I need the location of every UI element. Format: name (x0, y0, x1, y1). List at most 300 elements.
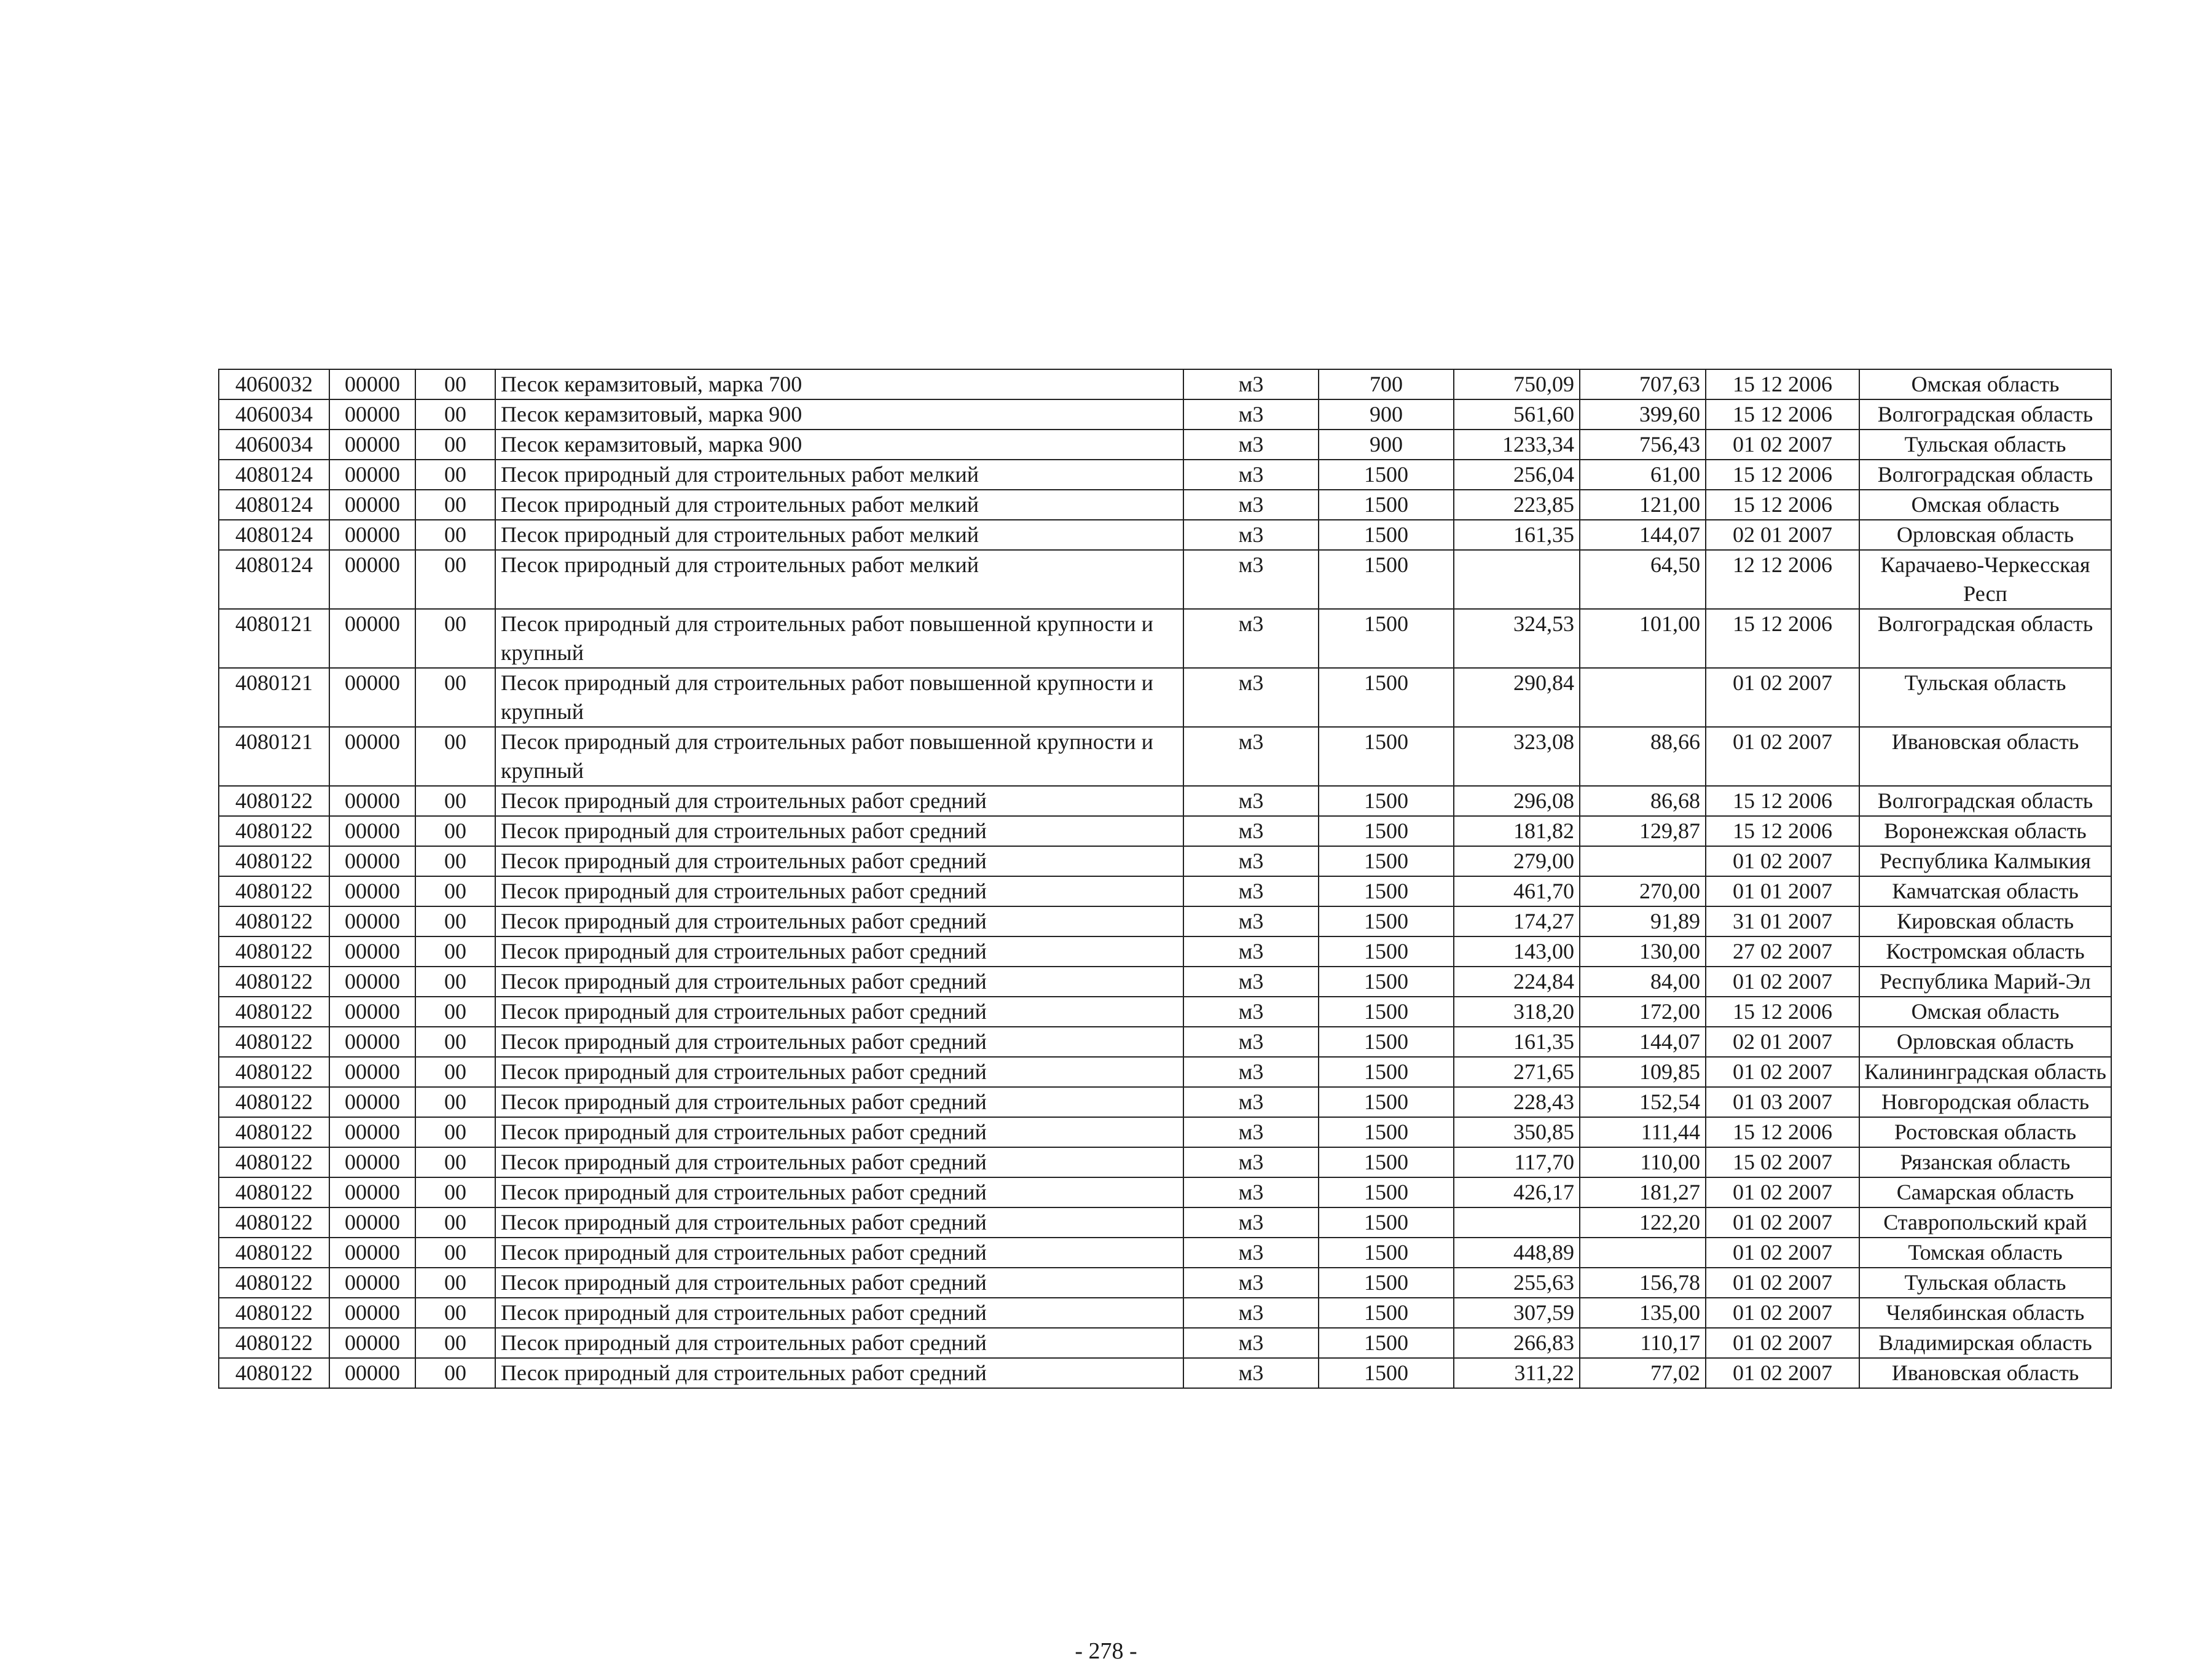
price-cell: 122,20 (1580, 1207, 1706, 1238)
date-cell: 01 02 2007 (1706, 1207, 1859, 1238)
unit-cell: м3 (1183, 1057, 1319, 1087)
region-cell: Тульская область (1859, 668, 2111, 727)
subcode-cell: 00000 (329, 816, 415, 846)
subcode-cell: 00000 (329, 609, 415, 668)
price-with-transport-cell: 161,35 (1454, 520, 1580, 550)
date-cell: 15 12 2006 (1706, 490, 1859, 520)
price-cell: 88,66 (1580, 727, 1706, 786)
material-name-cell: Песок природный для строительных работ мелкий (495, 520, 1183, 550)
table-row (219, 786, 2111, 816)
date-cell: 31 01 2007 (1706, 906, 1859, 936)
table-row (219, 846, 2111, 876)
subcode-cell: 00000 (329, 906, 415, 936)
table-row (219, 816, 2111, 846)
material-name-cell: Песок природный для строительных работ средний (495, 1117, 1183, 1147)
region-cell: Республика Калмыкия (1859, 846, 2111, 876)
region-cell: Омская область (1859, 369, 2111, 399)
density-cell: 1500 (1319, 1358, 1454, 1388)
table-row (219, 727, 2111, 786)
variant-cell: 00 (415, 399, 495, 430)
region-cell: Ивановская область (1859, 1358, 2111, 1388)
price-with-transport-cell: 117,70 (1454, 1147, 1580, 1177)
table-row (219, 1177, 2111, 1207)
price-with-transport-cell: 318,20 (1454, 997, 1580, 1027)
table-row (219, 490, 2111, 520)
variant-cell: 00 (415, 668, 495, 727)
region-cell: Омская область (1859, 490, 2111, 520)
variant-cell: 00 (415, 906, 495, 936)
variant-cell: 00 (415, 786, 495, 816)
code-cell: 4080122 (219, 1328, 329, 1358)
table-row (219, 369, 2111, 399)
subcode-cell: 00000 (329, 1238, 415, 1268)
region-cell: Орловская область (1859, 520, 2111, 550)
region-cell: Тульская область (1859, 1268, 2111, 1298)
density-cell: 1500 (1319, 668, 1454, 727)
material-name-cell: Песок природный для строительных работ средний (495, 1147, 1183, 1177)
region-cell: Челябинская область (1859, 1298, 2111, 1328)
price-with-transport-cell: 271,65 (1454, 1057, 1580, 1087)
date-cell: 15 12 2006 (1706, 609, 1859, 668)
price-cell: 270,00 (1580, 876, 1706, 906)
date-cell: 15 12 2006 (1706, 1117, 1859, 1147)
unit-cell: м3 (1183, 369, 1319, 399)
code-cell: 4080122 (219, 1238, 329, 1268)
subcode-cell: 00000 (329, 1027, 415, 1057)
table-row (219, 1238, 2111, 1268)
price-with-transport-cell (1454, 550, 1580, 609)
table-row (219, 1027, 2111, 1057)
region-cell: Волгоградская область (1859, 460, 2111, 490)
table-row (219, 1328, 2111, 1358)
region-cell: Волгоградская область (1859, 609, 2111, 668)
table-row (219, 1117, 2111, 1147)
price-cell: 121,00 (1580, 490, 1706, 520)
price-cell: 756,43 (1580, 430, 1706, 460)
price-with-transport-cell: 350,85 (1454, 1117, 1580, 1147)
region-cell: Рязанская область (1859, 1147, 2111, 1177)
density-cell: 1500 (1319, 1238, 1454, 1268)
price-with-transport-cell: 1233,34 (1454, 430, 1580, 460)
price-cell: 61,00 (1580, 460, 1706, 490)
unit-cell: м3 (1183, 1328, 1319, 1358)
material-name-cell: Песок природный для строительных работ мелкий (495, 550, 1183, 609)
unit-cell: м3 (1183, 668, 1319, 727)
subcode-cell: 00000 (329, 550, 415, 609)
price-with-transport-cell: 290,84 (1454, 668, 1580, 727)
unit-cell: м3 (1183, 967, 1319, 997)
material-name-cell: Песок керамзитовый, марка 900 (495, 430, 1183, 460)
density-cell: 1500 (1319, 816, 1454, 846)
material-name-cell: Песок природный для строительных работ средний (495, 1057, 1183, 1087)
date-cell: 12 12 2006 (1706, 550, 1859, 609)
region-cell: Омская область (1859, 997, 2111, 1027)
region-cell: Ставропольский край (1859, 1207, 2111, 1238)
material-name-cell: Песок природный для строительных работ средний (495, 1238, 1183, 1268)
code-cell: 4080122 (219, 1027, 329, 1057)
density-cell: 1500 (1319, 520, 1454, 550)
price-with-transport-cell: 279,00 (1454, 846, 1580, 876)
price-cell: 399,60 (1580, 399, 1706, 430)
code-cell: 4080124 (219, 460, 329, 490)
code-cell: 4060034 (219, 430, 329, 460)
code-cell: 4080121 (219, 727, 329, 786)
region-cell: Волгоградская область (1859, 399, 2111, 430)
code-cell: 4080122 (219, 1117, 329, 1147)
price-with-transport-cell: 181,82 (1454, 816, 1580, 846)
region-cell: Ростовская область (1859, 1117, 2111, 1147)
density-cell: 1500 (1319, 1268, 1454, 1298)
unit-cell: м3 (1183, 1268, 1319, 1298)
density-cell: 1500 (1319, 967, 1454, 997)
table-row (219, 997, 2111, 1027)
code-cell: 4080124 (219, 490, 329, 520)
price-with-transport-cell: 228,43 (1454, 1087, 1580, 1117)
variant-cell: 00 (415, 1057, 495, 1087)
price-cell: 110,00 (1580, 1147, 1706, 1177)
variant-cell: 00 (415, 460, 495, 490)
code-cell: 4080124 (219, 550, 329, 609)
code-cell: 4080122 (219, 967, 329, 997)
price-cell: 156,78 (1580, 1268, 1706, 1298)
variant-cell: 00 (415, 1328, 495, 1358)
region-cell: Волгоградская область (1859, 786, 2111, 816)
price-cell: 135,00 (1580, 1298, 1706, 1328)
variant-cell: 00 (415, 1358, 495, 1388)
date-cell: 15 12 2006 (1706, 816, 1859, 846)
price-cell: 77,02 (1580, 1358, 1706, 1388)
region-cell: Тульская область (1859, 430, 2111, 460)
price-table (218, 369, 2112, 1389)
table-row (219, 430, 2111, 460)
unit-cell: м3 (1183, 786, 1319, 816)
price-with-transport-cell: 307,59 (1454, 1298, 1580, 1328)
price-with-transport-cell: 223,85 (1454, 490, 1580, 520)
density-cell: 1500 (1319, 997, 1454, 1027)
table-row (219, 1358, 2111, 1388)
price-with-transport-cell: 324,53 (1454, 609, 1580, 668)
table-row (219, 460, 2111, 490)
density-cell: 700 (1319, 369, 1454, 399)
material-name-cell: Песок природный для строительных работ средний (495, 1177, 1183, 1207)
price-with-transport-cell: 161,35 (1454, 1027, 1580, 1057)
price-with-transport-cell: 561,60 (1454, 399, 1580, 430)
density-cell: 1500 (1319, 906, 1454, 936)
subcode-cell: 00000 (329, 520, 415, 550)
price-cell (1580, 1238, 1706, 1268)
density-cell: 1500 (1319, 1177, 1454, 1207)
variant-cell: 00 (415, 430, 495, 460)
date-cell: 01 02 2007 (1706, 967, 1859, 997)
region-cell: Новгородская область (1859, 1087, 2111, 1117)
table-row (219, 399, 2111, 430)
price-cell: 91,89 (1580, 906, 1706, 936)
date-cell: 01 02 2007 (1706, 1358, 1859, 1388)
unit-cell: м3 (1183, 1147, 1319, 1177)
density-cell: 1500 (1319, 876, 1454, 906)
price-with-transport-cell: 266,83 (1454, 1328, 1580, 1358)
code-cell: 4080122 (219, 1057, 329, 1087)
table-row (219, 609, 2111, 668)
date-cell: 15 02 2007 (1706, 1147, 1859, 1177)
table-row (219, 1057, 2111, 1087)
variant-cell: 00 (415, 1207, 495, 1238)
material-name-cell: Песок природный для строительных работ средний (495, 846, 1183, 876)
material-name-cell: Песок природный для строительных работ средний (495, 876, 1183, 906)
date-cell: 01 02 2007 (1706, 1268, 1859, 1298)
density-cell: 1500 (1319, 1027, 1454, 1057)
price-with-transport-cell: 296,08 (1454, 786, 1580, 816)
region-cell: Костромская область (1859, 936, 2111, 967)
material-name-cell: Песок природный для строительных работ средний (495, 936, 1183, 967)
variant-cell: 00 (415, 936, 495, 967)
date-cell: 01 02 2007 (1706, 1238, 1859, 1268)
price-with-transport-cell: 255,63 (1454, 1268, 1580, 1298)
subcode-cell: 00000 (329, 430, 415, 460)
date-cell: 01 02 2007 (1706, 1298, 1859, 1328)
price-cell: 172,00 (1580, 997, 1706, 1027)
unit-cell: м3 (1183, 1207, 1319, 1238)
code-cell: 4080122 (219, 1298, 329, 1328)
unit-cell: м3 (1183, 609, 1319, 668)
subcode-cell: 00000 (329, 369, 415, 399)
density-cell: 1500 (1319, 1117, 1454, 1147)
code-cell: 4080122 (219, 1207, 329, 1238)
date-cell: 01 02 2007 (1706, 727, 1859, 786)
material-name-cell: Песок природный для строительных работ средний (495, 997, 1183, 1027)
subcode-cell: 00000 (329, 1328, 415, 1358)
code-cell: 4060034 (219, 399, 329, 430)
subcode-cell: 00000 (329, 1147, 415, 1177)
subcode-cell: 00000 (329, 1087, 415, 1117)
price-cell: 109,85 (1580, 1057, 1706, 1087)
price-with-transport-cell (1454, 1207, 1580, 1238)
unit-cell: м3 (1183, 490, 1319, 520)
material-name-cell: Песок природный для строительных работ средний (495, 967, 1183, 997)
price-cell: 86,68 (1580, 786, 1706, 816)
density-cell: 1500 (1319, 550, 1454, 609)
code-cell: 4080124 (219, 520, 329, 550)
density-cell: 1500 (1319, 1147, 1454, 1177)
table-row (219, 1298, 2111, 1328)
variant-cell: 00 (415, 1117, 495, 1147)
unit-cell: м3 (1183, 430, 1319, 460)
price-cell: 130,00 (1580, 936, 1706, 967)
subcode-cell: 00000 (329, 668, 415, 727)
material-name-cell: Песок природный для строительных работ средний (495, 1358, 1183, 1388)
unit-cell: м3 (1183, 936, 1319, 967)
price-cell: 152,54 (1580, 1087, 1706, 1117)
date-cell: 01 02 2007 (1706, 1177, 1859, 1207)
subcode-cell: 00000 (329, 460, 415, 490)
price-with-transport-cell: 311,22 (1454, 1358, 1580, 1388)
table-row (219, 1268, 2111, 1298)
code-cell: 4080122 (219, 1358, 329, 1388)
region-cell: Карачаево-Черкесская Респ (1859, 550, 2111, 609)
material-name-cell: Песок природный для строительных работ мелкий (495, 490, 1183, 520)
date-cell: 01 03 2007 (1706, 1087, 1859, 1117)
table-row (219, 906, 2111, 936)
date-cell: 01 02 2007 (1706, 846, 1859, 876)
table-row (219, 876, 2111, 906)
density-cell: 1500 (1319, 846, 1454, 876)
variant-cell: 00 (415, 369, 495, 399)
material-name-cell: Песок природный для строительных работ повышенной крупности и крупный (495, 609, 1183, 668)
date-cell: 01 02 2007 (1706, 1328, 1859, 1358)
code-cell: 4080122 (219, 936, 329, 967)
price-cell: 144,07 (1580, 520, 1706, 550)
unit-cell: м3 (1183, 1358, 1319, 1388)
date-cell: 02 01 2007 (1706, 1027, 1859, 1057)
density-cell: 900 (1319, 399, 1454, 430)
density-cell: 1500 (1319, 786, 1454, 816)
subcode-cell: 00000 (329, 727, 415, 786)
date-cell: 15 12 2006 (1706, 460, 1859, 490)
density-cell: 1500 (1319, 1298, 1454, 1328)
date-cell: 01 02 2007 (1706, 430, 1859, 460)
code-cell: 4080122 (219, 816, 329, 846)
variant-cell: 00 (415, 609, 495, 668)
density-cell: 1500 (1319, 490, 1454, 520)
unit-cell: м3 (1183, 727, 1319, 786)
variant-cell: 00 (415, 1147, 495, 1177)
price-cell: 144,07 (1580, 1027, 1706, 1057)
density-cell: 1500 (1319, 727, 1454, 786)
price-cell: 111,44 (1580, 1117, 1706, 1147)
date-cell: 27 02 2007 (1706, 936, 1859, 967)
date-cell: 15 12 2006 (1706, 369, 1859, 399)
density-cell: 1500 (1319, 609, 1454, 668)
material-name-cell: Песок природный для строительных работ средний (495, 1298, 1183, 1328)
date-cell: 02 01 2007 (1706, 520, 1859, 550)
variant-cell: 00 (415, 1177, 495, 1207)
variant-cell: 00 (415, 967, 495, 997)
price-cell: 110,17 (1580, 1328, 1706, 1358)
material-name-cell: Песок природный для строительных работ средний (495, 906, 1183, 936)
material-name-cell: Песок природный для строительных работ средний (495, 1207, 1183, 1238)
code-cell: 4060032 (219, 369, 329, 399)
table-row (219, 936, 2111, 967)
price-with-transport-cell: 323,08 (1454, 727, 1580, 786)
unit-cell: м3 (1183, 816, 1319, 846)
variant-cell: 00 (415, 816, 495, 846)
unit-cell: м3 (1183, 1027, 1319, 1057)
code-cell: 4080122 (219, 1147, 329, 1177)
density-cell: 1500 (1319, 1328, 1454, 1358)
subcode-cell: 00000 (329, 936, 415, 967)
unit-cell: м3 (1183, 399, 1319, 430)
code-cell: 4080122 (219, 1087, 329, 1117)
unit-cell: м3 (1183, 460, 1319, 490)
unit-cell: м3 (1183, 550, 1319, 609)
material-name-cell: Песок природный для строительных работ повышенной крупности и крупный (495, 727, 1183, 786)
variant-cell: 00 (415, 1268, 495, 1298)
variant-cell: 00 (415, 550, 495, 609)
subcode-cell: 00000 (329, 1177, 415, 1207)
variant-cell: 00 (415, 997, 495, 1027)
table-row (219, 1207, 2111, 1238)
variant-cell: 00 (415, 1087, 495, 1117)
code-cell: 4080122 (219, 906, 329, 936)
density-cell: 1500 (1319, 1087, 1454, 1117)
price-cell: 181,27 (1580, 1177, 1706, 1207)
region-cell: Самарская область (1859, 1177, 2111, 1207)
unit-cell: м3 (1183, 1238, 1319, 1268)
price-cell: 101,00 (1580, 609, 1706, 668)
density-cell: 1500 (1319, 1207, 1454, 1238)
subcode-cell: 00000 (329, 997, 415, 1027)
region-cell: Ивановская область (1859, 727, 2111, 786)
table-row (219, 967, 2111, 997)
material-name-cell: Песок природный для строительных работ повышенной крупности и крупный (495, 668, 1183, 727)
material-name-cell: Песок природный для строительных работ средний (495, 1268, 1183, 1298)
unit-cell: м3 (1183, 876, 1319, 906)
unit-cell: м3 (1183, 1298, 1319, 1328)
date-cell: 01 02 2007 (1706, 668, 1859, 727)
density-cell: 1500 (1319, 460, 1454, 490)
subcode-cell: 00000 (329, 1298, 415, 1328)
code-cell: 4080122 (219, 846, 329, 876)
date-cell: 15 12 2006 (1706, 786, 1859, 816)
table-row (219, 1087, 2111, 1117)
price-with-transport-cell: 461,70 (1454, 876, 1580, 906)
code-cell: 4080122 (219, 786, 329, 816)
variant-cell: 00 (415, 1238, 495, 1268)
material-name-cell: Песок природный для строительных работ средний (495, 1328, 1183, 1358)
price-cell (1580, 668, 1706, 727)
table-row (219, 520, 2111, 550)
subcode-cell: 00000 (329, 399, 415, 430)
region-cell: Томская область (1859, 1238, 2111, 1268)
table-row (219, 550, 2111, 609)
price-with-transport-cell: 143,00 (1454, 936, 1580, 967)
variant-cell: 00 (415, 846, 495, 876)
price-cell: 64,50 (1580, 550, 1706, 609)
density-cell: 1500 (1319, 936, 1454, 967)
date-cell: 01 01 2007 (1706, 876, 1859, 906)
price-with-transport-cell: 426,17 (1454, 1177, 1580, 1207)
subcode-cell: 00000 (329, 1207, 415, 1238)
region-cell: Кировская область (1859, 906, 2111, 936)
code-cell: 4080122 (219, 1268, 329, 1298)
page-number: - 278 - (1075, 1638, 1137, 1664)
density-cell: 900 (1319, 430, 1454, 460)
variant-cell: 00 (415, 520, 495, 550)
subcode-cell: 00000 (329, 967, 415, 997)
unit-cell: м3 (1183, 1087, 1319, 1117)
date-cell: 01 02 2007 (1706, 1057, 1859, 1087)
region-cell: Воронежская область (1859, 816, 2111, 846)
material-name-cell: Песок керамзитовый, марка 700 (495, 369, 1183, 399)
material-name-cell: Песок природный для строительных работ средний (495, 786, 1183, 816)
material-name-cell: Песок природный для строительных работ средний (495, 1087, 1183, 1117)
region-cell: Калининградская область (1859, 1057, 2111, 1087)
variant-cell: 00 (415, 876, 495, 906)
subcode-cell: 00000 (329, 786, 415, 816)
table-row (219, 668, 2111, 727)
price-with-transport-cell: 224,84 (1454, 967, 1580, 997)
code-cell: 4080121 (219, 668, 329, 727)
price-with-transport-cell: 174,27 (1454, 906, 1580, 936)
date-cell: 15 12 2006 (1706, 997, 1859, 1027)
subcode-cell: 00000 (329, 490, 415, 520)
subcode-cell: 00000 (329, 1358, 415, 1388)
code-cell: 4080121 (219, 609, 329, 668)
date-cell: 15 12 2006 (1706, 399, 1859, 430)
material-name-cell: Песок керамзитовый, марка 900 (495, 399, 1183, 430)
unit-cell: м3 (1183, 846, 1319, 876)
table-row (219, 1147, 2111, 1177)
